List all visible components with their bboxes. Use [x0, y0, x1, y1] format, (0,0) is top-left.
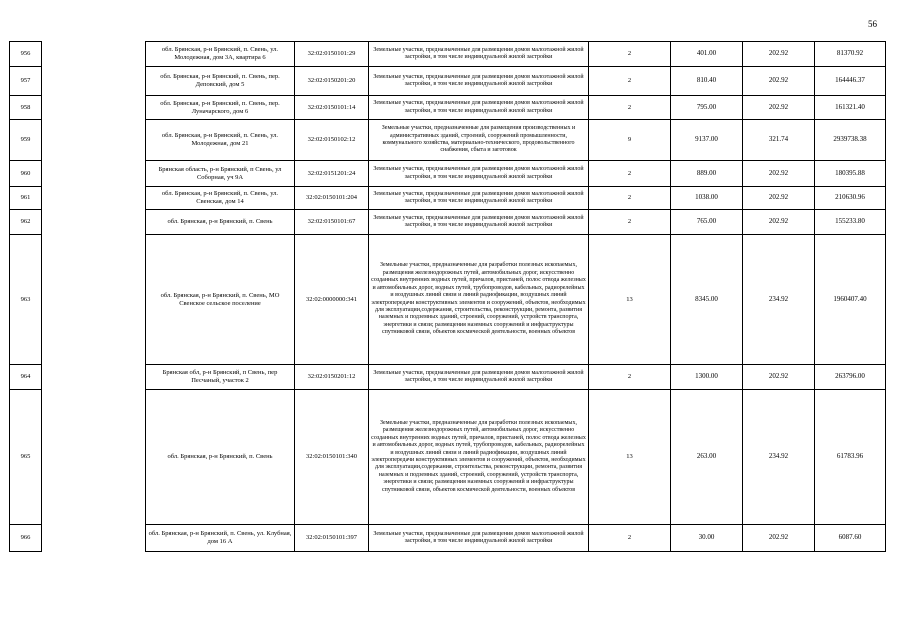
row-number-cell: 963	[10, 235, 42, 365]
use-group-cell: 2	[589, 67, 671, 96]
table-row	[10, 120, 886, 161]
area-cell: 795.00	[671, 96, 743, 120]
cadastral-number-cell: 32:02:0150102:12	[295, 120, 369, 161]
use-group-cell: 2	[589, 365, 671, 390]
land-use-cell: Земельные участки, предназначенные для разработки полезных ископаемых, размещения железнодорожных путей, автомобильных дорог, искусственно созданных внутренних водных путей, причалов, пристаней, полос отвода железных и автомобильных дорог, водных путей, трубопроводов, кабельных, радиорелейных и воздушных линий связи и линий радиофикации, воздушных линий электропередачи конструктивных элементов и сооружений, объектов, необходимых для эксплуатации,содержания, строительства, реконструкции, ремонта, развития наземных и подземных зданий, строений, сооружений, устройств транспорта, энергетики и связи; размещения наземных сооружений и инфраструктуры спутниковой связи, объектов космической деятельности, военных объектов	[369, 235, 589, 365]
spacer-cell	[42, 161, 146, 187]
use-group-cell: 13	[589, 235, 671, 365]
table-body	[10, 42, 886, 552]
cadastral-number-cell: 32:02:0150101:14	[295, 96, 369, 120]
row-number-cell: 961	[10, 187, 42, 210]
row-number-cell: 958	[10, 96, 42, 120]
table-row	[10, 390, 886, 525]
area-cell: 9137.00	[671, 120, 743, 161]
area-cell: 765.00	[671, 210, 743, 235]
area-cell: 8345.00	[671, 235, 743, 365]
spacer-cell	[42, 390, 146, 525]
land-use-cell: Земельные участки, предназначенные для размещения домов малоэтажной жилой застройки, в том числе индивидуальной жилой застройки	[369, 67, 589, 96]
land-use-cell: Земельные участки, предназначенные для размещения домов малоэтажной жилой застройки, в том числе индивидуальной жилой застройки	[369, 210, 589, 235]
area-cell: 401.00	[671, 42, 743, 67]
land-use-cell: Земельные участки, предназначенные для размещения производственных и административных зданий, строений, сооружений промышленности, коммунального хозяйства, материально-технического, продовольственного снабжения, сбыта и заготовок	[369, 120, 589, 161]
cadastral-value-cell: 263796.00	[815, 365, 886, 390]
specific-value-cell: 202.92	[743, 365, 815, 390]
cadastral-number-cell: 32:02:0150201:20	[295, 67, 369, 96]
table-row	[10, 67, 886, 96]
land-use-cell: Земельные участки, предназначенные для размещения домов малоэтажной жилой застройки, в том числе индивидуальной жилой застройки	[369, 365, 589, 390]
cadastral-value-cell: 81370.92	[815, 42, 886, 67]
address-cell: обл. Брянская, р-н Брянский, п. Свень, ул. Молодежная, дом 3А, квартира 6	[146, 42, 295, 67]
use-group-cell: 2	[589, 161, 671, 187]
address-cell: обл. Брянская, р-н Брянский, п. Свень, ул. Молодежная, дом 21	[146, 120, 295, 161]
cadastral-value-cell: 210630.96	[815, 187, 886, 210]
address-cell: Брянская обл, р-н Брянский, п Свень, пер Песчаный, участок 2	[146, 365, 295, 390]
row-number-cell: 956	[10, 42, 42, 67]
table-row	[10, 235, 886, 365]
address-cell: обл. Брянская, р-н Брянский, п. Свень	[146, 390, 295, 525]
specific-value-cell: 234.92	[743, 235, 815, 365]
row-number-cell: 966	[10, 525, 42, 552]
area-cell: 1038.00	[671, 187, 743, 210]
row-number-cell: 964	[10, 365, 42, 390]
cadastral-number-cell: 32:02:0000000:341	[295, 235, 369, 365]
table-row	[10, 525, 886, 552]
spacer-cell	[42, 42, 146, 67]
area-cell: 810.40	[671, 67, 743, 96]
table-row	[10, 161, 886, 187]
cadastral-number-cell: 32:02:0150201:12	[295, 365, 369, 390]
use-group-cell: 13	[589, 390, 671, 525]
spacer-cell	[42, 235, 146, 365]
spacer-cell	[42, 120, 146, 161]
cadastral-value-cell: 161321.40	[815, 96, 886, 120]
spacer-cell	[42, 67, 146, 96]
row-number-cell: 962	[10, 210, 42, 235]
land-use-cell: Земельные участки, предназначенные для размещения домов малоэтажной жилой застройки, в том числе индивидуальной жилой застройки	[369, 161, 589, 187]
use-group-cell: 2	[589, 42, 671, 67]
land-use-cell: Земельные участки, предназначенные для разработки полезных ископаемых, размещения железнодорожных путей, автомобильных дорог, искусственно созданных внутренних водных путей, причалов, пристаней, полос отвода железных и автомобильных дорог, водных путей, трубопроводов, кабельных, радиорелейных и воздушных линий связи и линий радиофикации, воздушных линий электропередачи конструктивных элементов и сооружений, объектов, необходимых для эксплуатации,содержания, строительства, реконструкции, ремонта, развития наземных и подземных зданий, строений, сооружений, устройств транспорта, энергетики и связи; размещения наземных сооружений и инфраструктуры спутниковой связи, объектов космической деятельности, военных объектов	[369, 390, 589, 525]
table-row	[10, 187, 886, 210]
cadastral-value-cell: 155233.80	[815, 210, 886, 235]
area-cell: 263.00	[671, 390, 743, 525]
land-use-cell: Земельные участки, предназначенные для размещения домов малоэтажной жилой застройки, в том числе индивидуальной жилой застройки	[369, 187, 589, 210]
table-row	[10, 210, 886, 235]
specific-value-cell: 202.92	[743, 67, 815, 96]
cadastral-number-cell: 32:02:0150101:397	[295, 525, 369, 552]
spacer-cell	[42, 210, 146, 235]
area-cell: 1300.00	[671, 365, 743, 390]
specific-value-cell: 202.92	[743, 96, 815, 120]
address-cell: обл. Брянская, р-н Брянский, п. Свень, МО Свенское сельское поселение	[146, 235, 295, 365]
specific-value-cell: 202.92	[743, 161, 815, 187]
address-cell: Брянская область, р-н Брянский, п Свень, ул Соборная, уч 9А	[146, 161, 295, 187]
area-cell: 889.00	[671, 161, 743, 187]
use-group-cell: 2	[589, 210, 671, 235]
spacer-cell	[42, 187, 146, 210]
cadastral-value-cell: 180395.88	[815, 161, 886, 187]
row-number-cell: 957	[10, 67, 42, 96]
row-number-cell: 960	[10, 161, 42, 187]
cadastral-number-cell: 32:02:0150101:67	[295, 210, 369, 235]
specific-value-cell: 321.74	[743, 120, 815, 161]
cadastral-value-cell: 61783.96	[815, 390, 886, 525]
spacer-cell	[42, 525, 146, 552]
address-cell: обл. Брянская, р-н Брянский, п. Свень, ул. Свенская, дом 14	[146, 187, 295, 210]
table-row	[10, 365, 886, 390]
cadastral-value-cell: 6087.60	[815, 525, 886, 552]
cadastral-number-cell: 32:02:0150101:29	[295, 42, 369, 67]
address-cell: обл. Брянская, р-н Брянский, п. Свень	[146, 210, 295, 235]
specific-value-cell: 234.92	[743, 390, 815, 525]
cadastral-number-cell: 32:02:0151201:24	[295, 161, 369, 187]
cadastral-number-cell: 32:02:0150101:204	[295, 187, 369, 210]
cadastral-value-cell: 164446.37	[815, 67, 886, 96]
use-group-cell: 9	[589, 120, 671, 161]
cadastral-number-cell: 32:02:0150101:340	[295, 390, 369, 525]
cadastral-value-cell: 2939738.38	[815, 120, 886, 161]
address-cell: обл. Брянская, р-н Брянский, п. Свень, пер. Деповский, дом 5	[146, 67, 295, 96]
spacer-cell	[42, 365, 146, 390]
land-use-cell: Земельные участки, предназначенные для размещения домов малоэтажной жилой застройки, в том числе индивидуальной жилой застройки	[369, 525, 589, 552]
page-number: 56	[868, 19, 877, 29]
use-group-cell: 2	[589, 525, 671, 552]
table-row	[10, 42, 886, 67]
land-use-cell: Земельные участки, предназначенные для размещения домов малоэтажной жилой застройки, в том числе индивидуальной жилой застройки	[369, 96, 589, 120]
use-group-cell: 2	[589, 187, 671, 210]
specific-value-cell: 202.92	[743, 187, 815, 210]
land-use-cell: Земельные участки, предназначенные для размещения домов малоэтажной жилой застройки, в том числе индивидуальной жилой застройки	[369, 42, 589, 67]
use-group-cell: 2	[589, 96, 671, 120]
specific-value-cell: 202.92	[743, 42, 815, 67]
address-cell: обл. Брянская, р-н Брянский, п. Свень, пер. Луначарского, дом 6	[146, 96, 295, 120]
specific-value-cell: 202.92	[743, 210, 815, 235]
row-number-cell: 965	[10, 390, 42, 525]
row-number-cell: 959	[10, 120, 42, 161]
cadastral-value-table	[9, 41, 886, 552]
address-cell: обл. Брянская, р-н Брянский, п. Свень, ул. Клубная, дом 16 А	[146, 525, 295, 552]
area-cell: 30.00	[671, 525, 743, 552]
specific-value-cell: 202.92	[743, 525, 815, 552]
cadastral-value-cell: 1960407.40	[815, 235, 886, 365]
spacer-cell	[42, 96, 146, 120]
table-row	[10, 96, 886, 120]
